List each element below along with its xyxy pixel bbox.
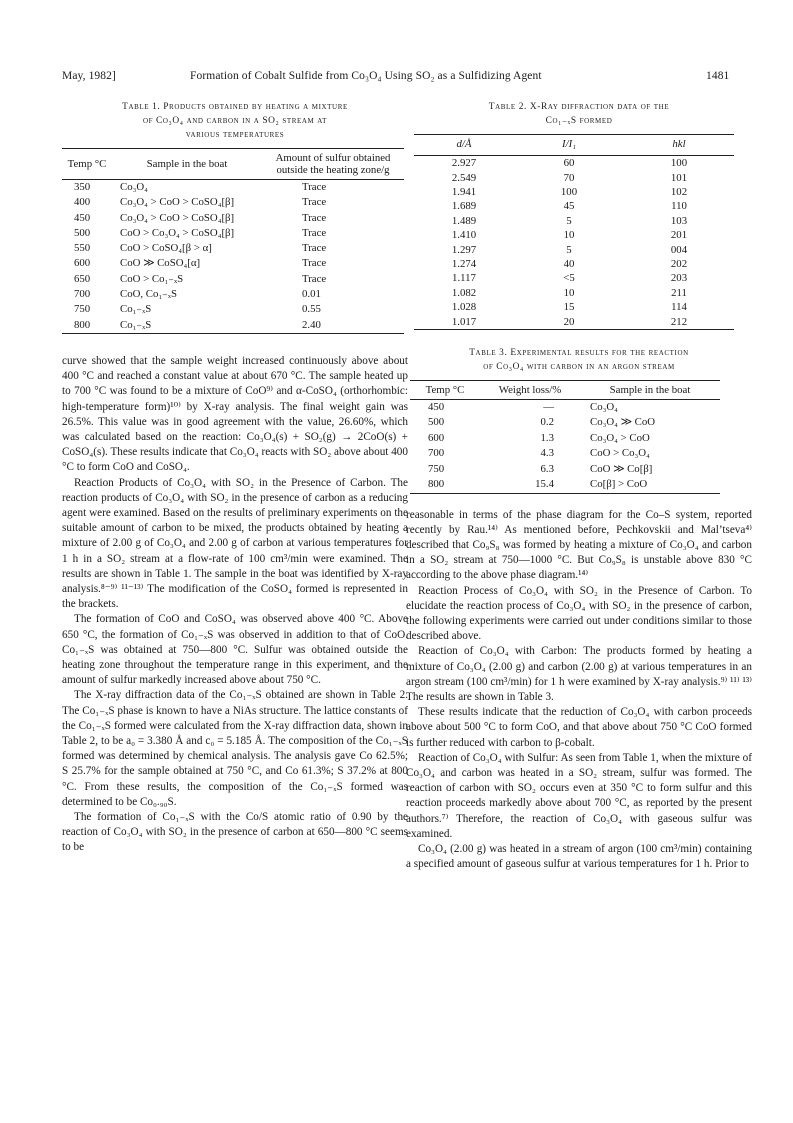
table-cell: 1.941 — [451, 186, 477, 199]
table-cell: 700 — [74, 288, 91, 301]
table-cell: 450 — [428, 401, 445, 414]
table-cell: 1.489 — [451, 214, 477, 227]
table-cell: 102 — [670, 186, 688, 199]
table-cell: 1.689 — [451, 200, 477, 213]
table-cell: CoO ≫ CoSO₄[α] — [120, 257, 201, 270]
table-cell: 500 — [74, 226, 91, 239]
paragraph: The formation of CoO and CoSO₄ was observed above 400 °C. Above 650 °C, the formation of Co₁₋ₓS was observed in addition to that of CoO. Co₁₋ₓS was obtained at 750—800 °C. Sulfur was obtained outside the heating zone throughout the temperature range in this experiment, and the amount of sulfur markedly increased above about 750 °C. — [62, 613, 408, 687]
table-row — [62, 226, 404, 241]
table-cell: Trace — [302, 226, 327, 239]
table-cell: 1.297 — [451, 243, 477, 256]
table-row — [62, 287, 404, 302]
table-cell: Co₃O₄ — [590, 401, 618, 414]
table1-caption: Table 1. Products obtained by heating a mixture of Co₃O₄ and carbon in a SO₂ stream at various temperatures — [122, 102, 348, 140]
table-cell: 202 — [670, 258, 688, 271]
page-number: 1481 — [706, 70, 730, 82]
table2 — [414, 134, 734, 330]
table-cell: 650 — [74, 272, 91, 285]
paragraph: The formation of Co₁₋ₓS with the Co/S atomic ratio of 0.90 by the reaction of Co₃O₄ with SO₂ in the presence of carbon at 650—800 °C seems to be — [62, 811, 408, 854]
table-row — [414, 315, 734, 330]
table-cell: 100 — [560, 186, 578, 199]
table1-header-temp: Temp °C — [62, 149, 112, 180]
table-row — [414, 214, 734, 228]
table-row — [410, 400, 720, 416]
table3-header-sample: Sample in the boat — [580, 381, 720, 400]
table-cell: 0.2 — [540, 416, 554, 429]
paragraph: Reaction Products of Co₃O₄ with SO₂ in the Presence of Carbon. The reaction products of Co₃O₄ with SO₂ in the presence of carbon as a reducing agent were examined. Based on the results of preliminary experiments on the suitable amount of carbon to be mixed, the products obtained by heating a mixture of 2.00 g of Co₃O₄ and 2.00 g of carbon at various temperatures for 1 h in a SO₂ stream at a flow-rate of 100 cm³/min were examined. The results are shown in Table 1. The sample in the boat was identified by X-ray analysis.⁸⁻⁹⁾ ¹¹⁻¹³⁾ The modification of the CoSO₄ formed is represented in the brackets. — [62, 476, 408, 611]
table2-header-d: d/Å — [414, 135, 514, 156]
table-row — [410, 446, 720, 461]
table-cell: Co₁₋ₓS — [120, 318, 152, 331]
table-row — [414, 271, 734, 285]
table-cell: Co₃O₄ > CoO — [590, 431, 650, 444]
table-row — [414, 228, 734, 242]
table-row — [62, 318, 404, 334]
table-row — [62, 211, 404, 226]
paragraph: curve showed that the sample weight increased continuously above about 400 °C and reached a constant value at about 670 °C. The sample heated up to 700 °C was found to be a mixture of CoO⁹⁾ and α-CoSO₄ (orthorhombic: high-temperature form)¹⁰⁾ by X-ray analysis. The final weight gain was 26.5%. This value was in good agreement with the value, 26.60%, which was calculated based on the reaction: Co₃O₄(s) + SO₂(g) → 2CoO(s) + CoSO₄(s). These results indicate that Co₃O₄ reacts with SO₂ above about 400 °C to form CoO and CoSO₄. — [62, 354, 408, 474]
table3-caption: Table 3. Experimental results for the reaction of Co₃O₄ with carbon in an argon stream — [469, 348, 689, 373]
table-cell: 800 — [74, 318, 91, 331]
table-cell: Co₃O₄ — [120, 181, 148, 193]
table-row — [62, 241, 404, 256]
table-cell: 203 — [670, 272, 688, 285]
table1 — [62, 148, 404, 334]
table-cell: CoO > CoSO₄[β > α] — [120, 242, 212, 255]
right-column — [406, 100, 752, 872]
table1-header-sulfur: Amount of sulfur obtained outside the heating zone/g — [262, 149, 404, 180]
table-cell: 2.549 — [451, 171, 477, 184]
header-title: Formation of Cobalt Sulfide from Co₃O₄ Using SO₂ as a Sulfidizing Agent — [190, 70, 542, 82]
table-cell: 1.082 — [451, 286, 477, 299]
table-row — [410, 477, 720, 493]
table-cell: CoO > Co₃O₄ — [590, 447, 650, 460]
paragraph: These results indicate that the reduction of Co₃O₄ with carbon proceeds above about 500 °C to form CoO, and that above about 750 °C CoO formed is further reduced with carbon to β-cobalt. — [406, 706, 752, 749]
table-row — [414, 286, 734, 300]
table-cell: 212 — [670, 315, 688, 328]
table-row — [414, 171, 734, 185]
paragraph: Co₃O₄ (2.00 g) was heated in a stream of argon (100 cm³/min) containing a specified amount of gaseous sulfur at various temperatures for 1 h. Prior to — [406, 842, 752, 871]
table-cell: 600 — [428, 431, 445, 444]
table-row — [62, 302, 404, 317]
table-cell: 201 — [670, 229, 688, 242]
table-cell: 400 — [74, 196, 91, 209]
table-cell: 550 — [74, 242, 91, 255]
table-cell: Trace — [302, 242, 327, 255]
table2-caption: Table 2. X-Ray diffraction data of the Co₁₋ₓS formed — [488, 102, 670, 126]
table3-header-weight-loss: Weight loss/% — [480, 381, 580, 400]
table-cell: 1.017 — [451, 315, 477, 328]
table-cell: 70 — [563, 171, 575, 184]
right-body-text — [406, 508, 752, 873]
table-cell: 0.01 — [302, 288, 321, 301]
left-column — [62, 100, 408, 856]
table-cell: Co₃O₄ > CoO > CoSO₄[β] — [120, 211, 235, 224]
table-cell: 40 — [563, 258, 575, 271]
table-cell: 110 — [671, 200, 687, 213]
table-cell: 60 — [563, 157, 575, 170]
header-date: May, 1982] — [62, 70, 116, 82]
table2-header-hkl: hkl — [624, 135, 734, 156]
paragraph: reasonable in terms of the phase diagram for the Co–S system, reported recently by Rau.¹⁴⁾ As mentioned before, Pechkovskii and Mal’tseva⁴⁾ described that Co₉S₈ was formed by heating a mixture of Co₃O₄ and carbon in a SO₂ stream at 750—1000 °C. But Co₉S₈ is unstable above 830 °C according to the above phase diagram.¹⁴⁾ — [406, 508, 752, 582]
table1-header-sample: Sample in the boat — [112, 149, 262, 180]
table-row — [62, 256, 404, 271]
table-cell: 750 — [428, 462, 445, 475]
table-cell: Co₃O₄ > CoO > CoSO₄[β] — [120, 196, 235, 209]
table-cell: 600 — [74, 257, 91, 270]
table-cell: 750 — [74, 303, 91, 316]
table-cell: <5 — [563, 272, 575, 285]
table-cell: 800 — [428, 478, 445, 491]
table-cell: 2.40 — [302, 318, 321, 331]
table-cell: Trace — [302, 211, 327, 224]
table-cell: 15.4 — [535, 478, 554, 491]
table-row — [62, 180, 404, 196]
table-row — [410, 462, 720, 477]
table-row — [414, 199, 734, 213]
table-cell: 1.117 — [452, 272, 476, 285]
paragraph: The X-ray diffraction data of the Co₁₋ₓS obtained are shown in Table 2. The Co₁₋ₓS phase is known to have a NiAs structure. The lattice constants of the Co₁₋ₓS formed were calculated from the X-ray diffraction data, shown in Table 2, to be a₀ = 3.380 Å and c₀ = 5.185 Å. The composition of the Co₁₋ₓS formed was determined by chemical analysis. The analysis gave Co 62.5%; S 25.7% for the sample obtained at 750 °C, and Co 61.3%; S 37.2% at 800 °C. From these results, the composition of the Co₁₋ₓS formed was determined to be Co₀.₉₀S. — [62, 689, 408, 808]
table-cell: CoO ≫ Co[β] — [590, 462, 653, 475]
table-cell: 1.3 — [540, 431, 554, 444]
table-cell: 101 — [670, 171, 688, 184]
table-cell: Co₃O₄ ≫ CoO — [590, 416, 656, 429]
table-cell: 45 — [563, 200, 575, 213]
table-cell: Trace — [302, 272, 327, 285]
table-cell: 5 — [566, 243, 572, 256]
table-cell: 20 — [563, 315, 575, 328]
table-cell: 100 — [670, 157, 688, 170]
table-row — [410, 415, 720, 430]
table-row — [414, 185, 734, 199]
table-cell: 350 — [74, 181, 91, 193]
table-cell: 114 — [671, 301, 687, 314]
table-row — [410, 431, 720, 446]
table-cell: 10 — [563, 229, 575, 242]
paragraph: Reaction of Co₃O₄ with Sulfur: As seen from Table 1, when the mixture of Co₃O₄ and carbon was heated in a SO₂ stream, sulfur was formed. The reaction of carbon with SO₂ occurs even at 350 °C to form sulfur and this reaction proceeds markedly above about 700 °C, as reported by the present authors.⁷⁾ Therefore, the reaction of Co₃O₄ with gaseous sulfur was examined. — [406, 751, 752, 840]
table-cell: Trace — [302, 196, 327, 209]
table-cell: 4.3 — [540, 447, 554, 460]
paragraph: Reaction of Co₃O₄ with Carbon: The products formed by heating a mixture of Co₃O₄ (2.00 g) and carbon (2.00 g) at various temperatures in an argon stream (100 cm³/min) for 1 h were examined by X-ray analysis.⁹⁾ ¹¹⁾ ¹³⁾ The results are shown in Table 3. — [406, 645, 752, 703]
table-row — [414, 243, 734, 257]
paragraph: Reaction Process of Co₃O₄ with SO₂ in the Presence of Carbon. To elucidate the reaction process of Co₃O₄ with SO₂ in the presence of carbon, the following experiments were carried out under conditions similar to those described above. — [406, 584, 752, 643]
table-cell: CoO > Co₁₋ₓS — [120, 272, 184, 285]
table-cell: — — [543, 401, 554, 414]
table-row — [62, 195, 404, 210]
table-cell: CoO, Co₁₋ₓS — [120, 288, 177, 301]
table-cell: 0.55 — [302, 303, 321, 316]
table3 — [410, 380, 720, 493]
table-row — [414, 257, 734, 271]
table2-header-intensity: I/I₁ — [514, 135, 624, 156]
table-cell: Co[β] > CoO — [590, 478, 648, 491]
table-cell: 5 — [566, 214, 572, 227]
table-cell: 500 — [428, 416, 445, 429]
table-cell: 6.3 — [540, 462, 554, 475]
table-row — [414, 300, 734, 314]
table-cell: 211 — [671, 286, 687, 299]
table-row — [414, 156, 734, 171]
table-cell: 10 — [563, 286, 575, 299]
table-cell: Trace — [302, 181, 327, 193]
table-cell: 2.927 — [451, 157, 477, 170]
left-body-text — [62, 354, 408, 856]
table-cell: 1.410 — [451, 229, 477, 242]
table-cell: 004 — [670, 243, 688, 256]
table-cell: Trace — [302, 257, 327, 270]
table3-header-temp: Temp °C — [410, 381, 480, 400]
table-cell: Co₁₋ₓS — [120, 303, 152, 316]
table-cell: 450 — [74, 211, 91, 224]
table-cell: CoO > Co₃O₄ > CoSO₄[β] — [120, 226, 235, 239]
table-cell: 1.274 — [451, 258, 477, 271]
table-cell: 1.028 — [451, 301, 477, 314]
table-cell: 15 — [563, 301, 575, 314]
table-row — [62, 272, 404, 287]
table-cell: 103 — [670, 214, 688, 227]
table-cell: 700 — [428, 447, 445, 460]
